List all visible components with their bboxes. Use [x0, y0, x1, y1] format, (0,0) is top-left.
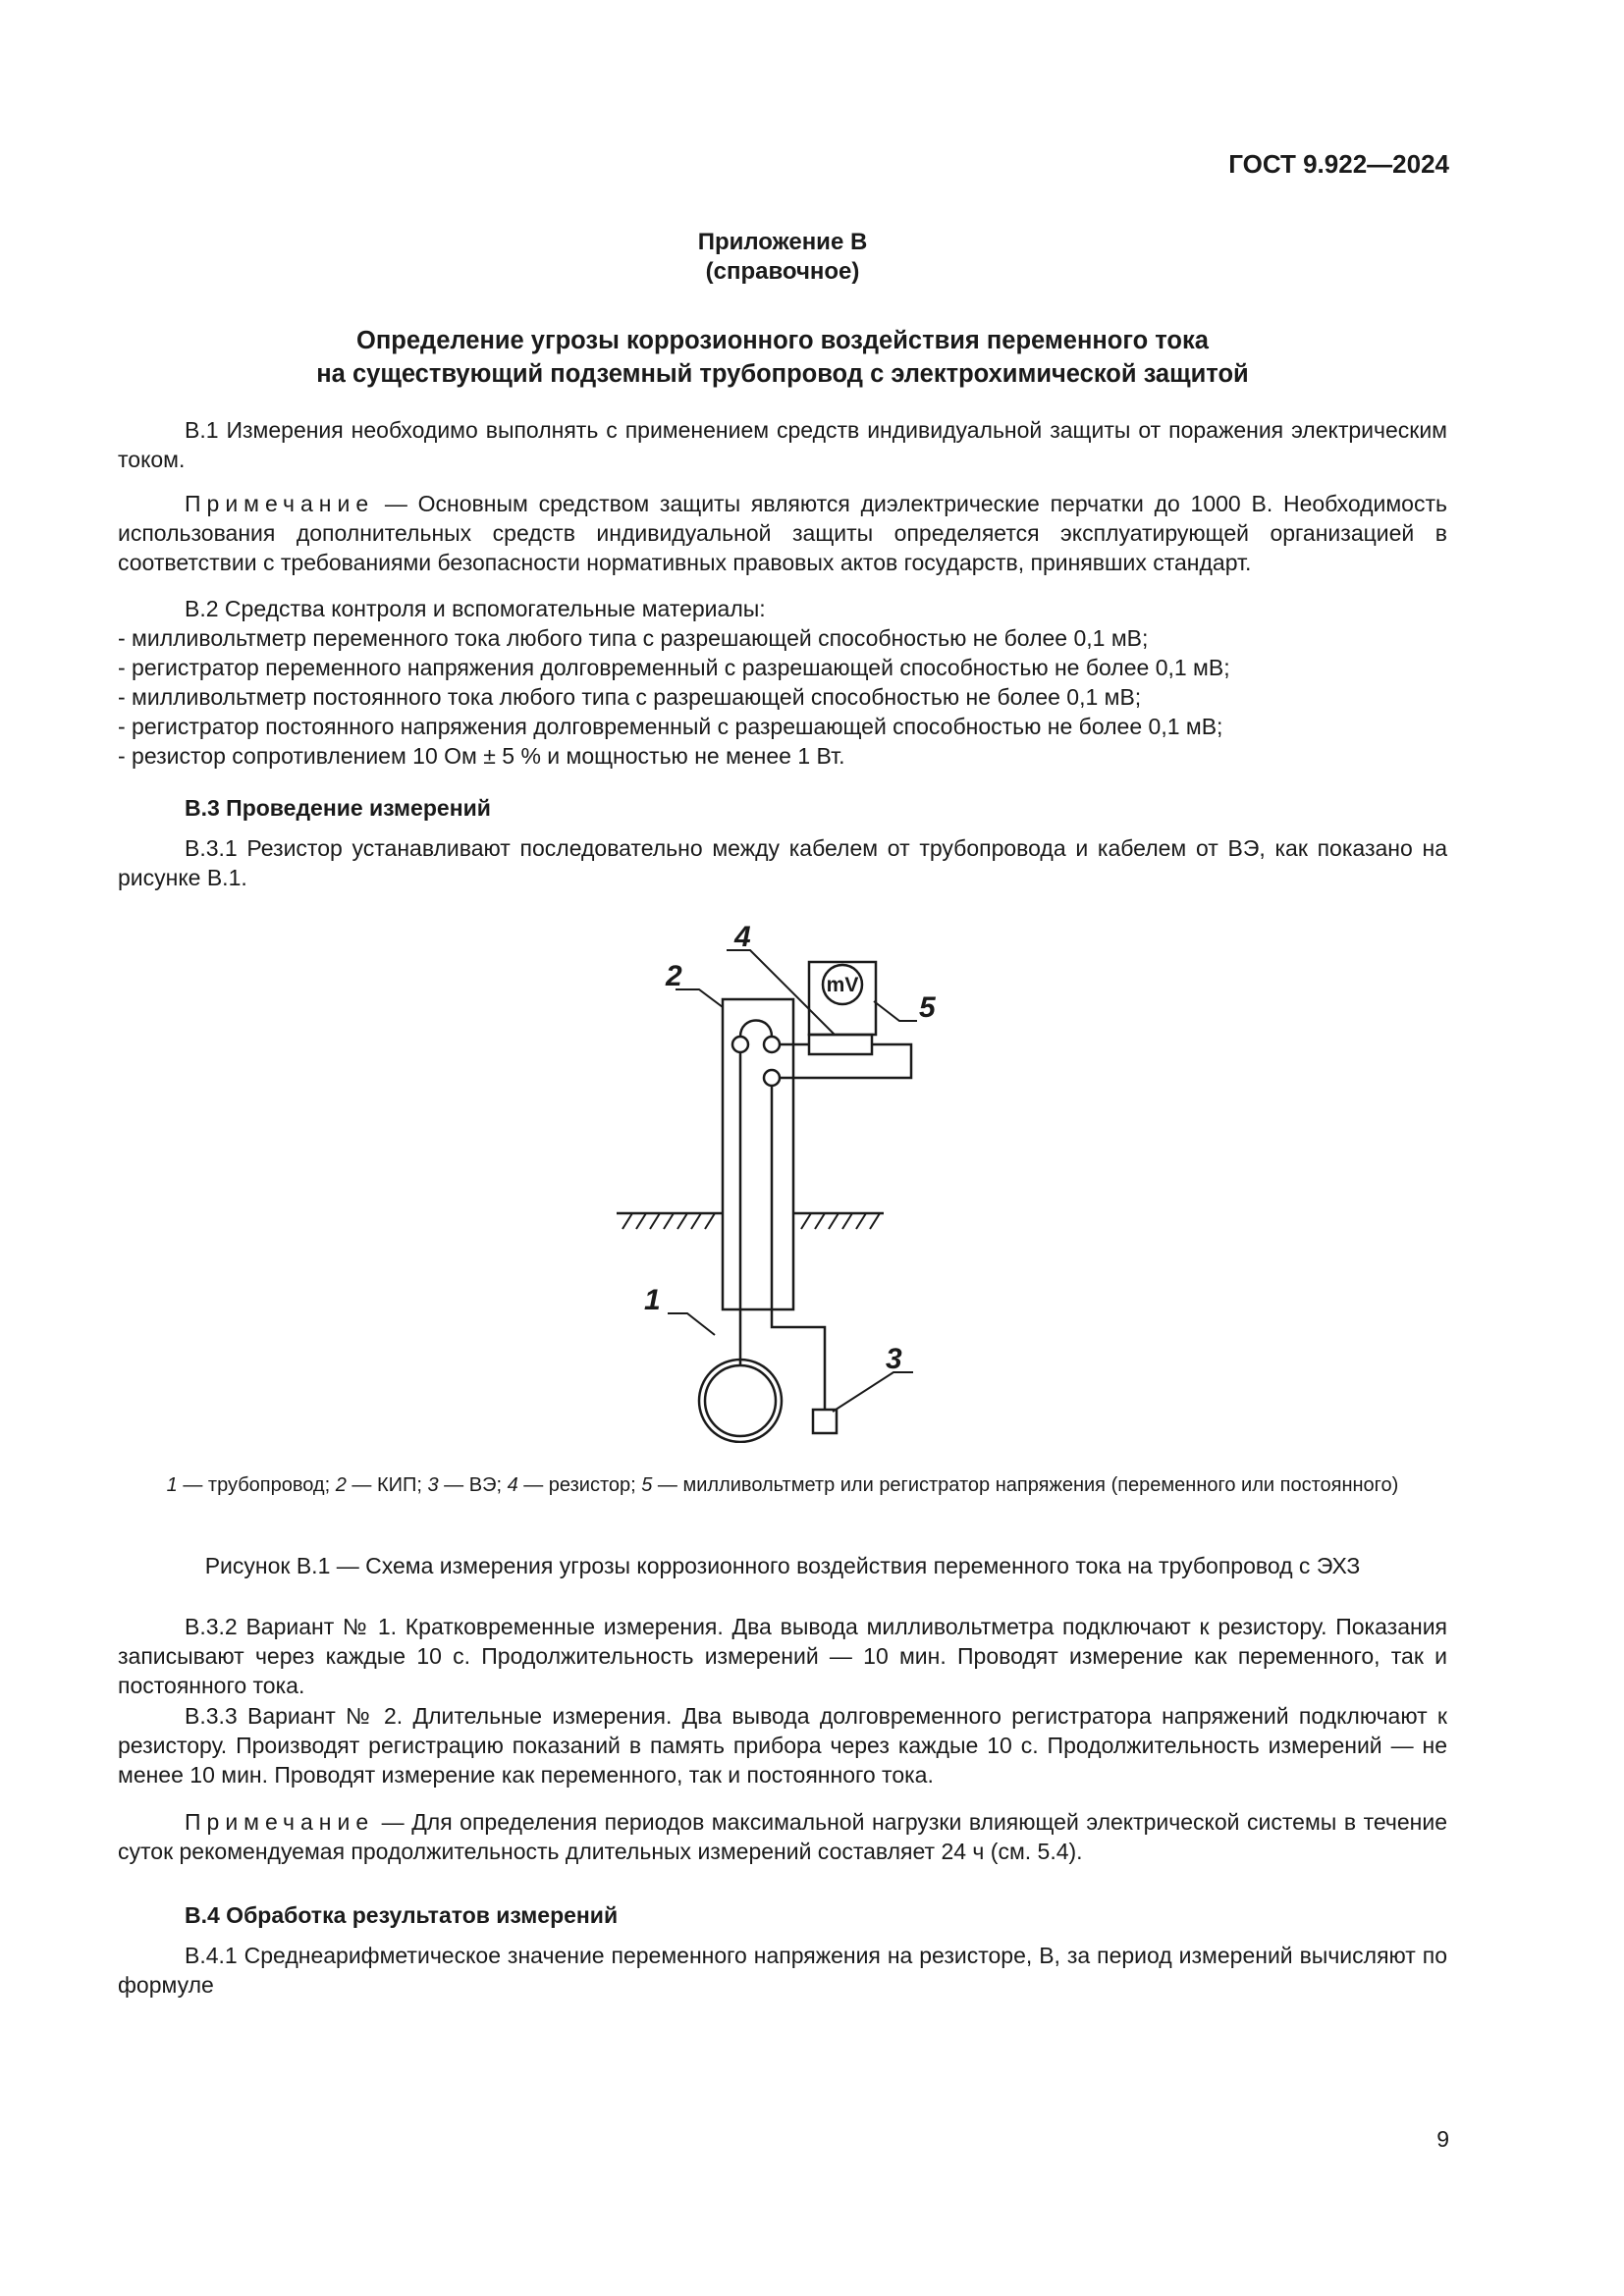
legend-num: 1: [166, 1474, 178, 1496]
legend-text: — резистор;: [517, 1474, 642, 1496]
appendix-type: (справочное): [705, 258, 860, 285]
section-b3-heading: В.3 Проведение измерений: [185, 795, 491, 821]
paragraph-b41: В.4.1 Среднеарифметическое значение переменного напряжения на резисторе, В, за период измерений вычисляют по формуле: [118, 1943, 1447, 1998]
appendix-label: Приложение В: [697, 229, 868, 255]
paragraph-b31: В.3.1 Резистор устанавливают последовательно между кабелем от трубопровода и кабелем от ВЭ, как показано на рисунке В.1.: [118, 835, 1447, 890]
resistor: [809, 1035, 872, 1054]
equipment-list: [118, 623, 1492, 771]
paragraph-b33: В.3.3 Вариант № 2. Длительные измерения. Два вывода долговременного регистратора напряжений подключают к резистору. Производят регистрацию показаний в память прибора через каждые 10 с. Продолжительность измерений — не менее 10 мин. Проводят измерение как переменного, так и постоянного тока.: [118, 1703, 1447, 1788]
legend-num: 2: [335, 1474, 347, 1496]
list-item: - регистратор постоянного напряжения долговременный с разрешающей способностью не более 0,1 мВ;: [118, 714, 1223, 739]
leader-1: [668, 1313, 715, 1335]
figure-caption: Рисунок В.1 — Схема измерения угрозы коррозионного воздействия переменного тока на трубопровод с ЭХЗ: [204, 1553, 1361, 1578]
page-number: 9: [1436, 2126, 1449, 2152]
electrode-cable: [772, 1086, 825, 1410]
label-5: 5: [919, 991, 936, 1024]
label-3: 3: [886, 1343, 902, 1375]
leader-2: [676, 989, 723, 1007]
terminal-left: [732, 1037, 748, 1052]
note-2: [118, 1807, 1447, 1866]
pipeline-outer: [699, 1360, 782, 1442]
legend-text: — ВЭ;: [438, 1474, 508, 1496]
jumper-wire: [740, 1021, 772, 1038]
standard-number: ГОСТ 9.922—2024: [1228, 149, 1449, 179]
meter-label: mV: [826, 974, 859, 996]
heading-line-1: Определение угрозы коррозионного воздействия переменного тока: [356, 327, 1209, 354]
list-item: - регистратор переменного напряжения долговременный с разрешающей способностью не более 0,1 мВ;: [118, 655, 1230, 680]
label-4: 4: [734, 921, 751, 953]
pipeline-inner: [705, 1365, 776, 1436]
note-1-label: Примечание: [185, 491, 375, 516]
legend-text: — КИП;: [346, 1474, 428, 1496]
note-1: [118, 489, 1447, 577]
legend-num: 4: [507, 1474, 518, 1496]
paragraph-b32: В.3.2 Вариант № 1. Кратковременные измерения. Два вывода милливольтметра подключают к резистору. Показания записывают через каждые 10 с. Продолжительность измерений — 10 мин. Проводят измерение как переменного, так и постоянного тока.: [118, 1614, 1447, 1698]
paragraph-b2: В.2 Средства контроля и вспомогательные материалы:: [185, 596, 766, 621]
appendix-title: [118, 228, 1447, 287]
legend-num: 3: [427, 1474, 439, 1496]
terminal-right-bottom: [764, 1070, 780, 1086]
resistor-lead-right: [780, 1044, 911, 1078]
terminal-right-top: [764, 1037, 780, 1052]
legend-text: — трубопровод;: [177, 1474, 336, 1496]
list-item: - милливольтметр постоянного тока любого типа с разрешающей способностью не более 0,1 мВ;: [118, 684, 1142, 710]
section-b4-heading: В.4 Обработка результатов измерений: [185, 1902, 619, 1928]
paragraph-b1: В.1 Измерения необходимо выполнять с применением средств индивидуальной защиты от поражения электрическим током.: [118, 417, 1447, 472]
figure-legend: [118, 1472, 1447, 1499]
note-2-label: Примечание: [185, 1809, 375, 1835]
anode-electrode: [813, 1410, 837, 1433]
label-1: 1: [644, 1284, 661, 1316]
note-2-text: — Для определения периодов максимальной нагрузки влияющей электрической системы в течение суток рекомендуемая продолжительность длительных измерений составляет 24 ч (см. 5.4).: [118, 1809, 1447, 1864]
leader-3: [833, 1372, 913, 1412]
legend-text: — милливольтметр или регистратор напряжения (переменного или постоянного): [652, 1474, 1399, 1496]
list-item: - резистор сопротивлением 10 Ом ± 5 % и мощностью не менее 1 Вт.: [118, 743, 845, 769]
label-2: 2: [666, 960, 682, 992]
list-item: - милливольтметр переменного тока любого типа с разрешающей способностью не более 0,1 мВ;: [118, 625, 1149, 651]
heading-line-2: на существующий подземный трубопровод с электрохимической защитой: [316, 360, 1249, 388]
measurement-diagram: [589, 913, 943, 1443]
leader-5: [874, 1001, 917, 1021]
appendix-heading: [118, 324, 1447, 391]
legend-num: 5: [641, 1474, 653, 1496]
note-1-text: — Основным средством защиты являются диэлектрические перчатки до 1000 В. Необходимость использования дополнительных средств индивидуальной защиты определяется эксплуатирующей организацией в соответствии с требованиями безопасности нормативных правовых актов государств, принявших стандарт.: [118, 491, 1447, 575]
